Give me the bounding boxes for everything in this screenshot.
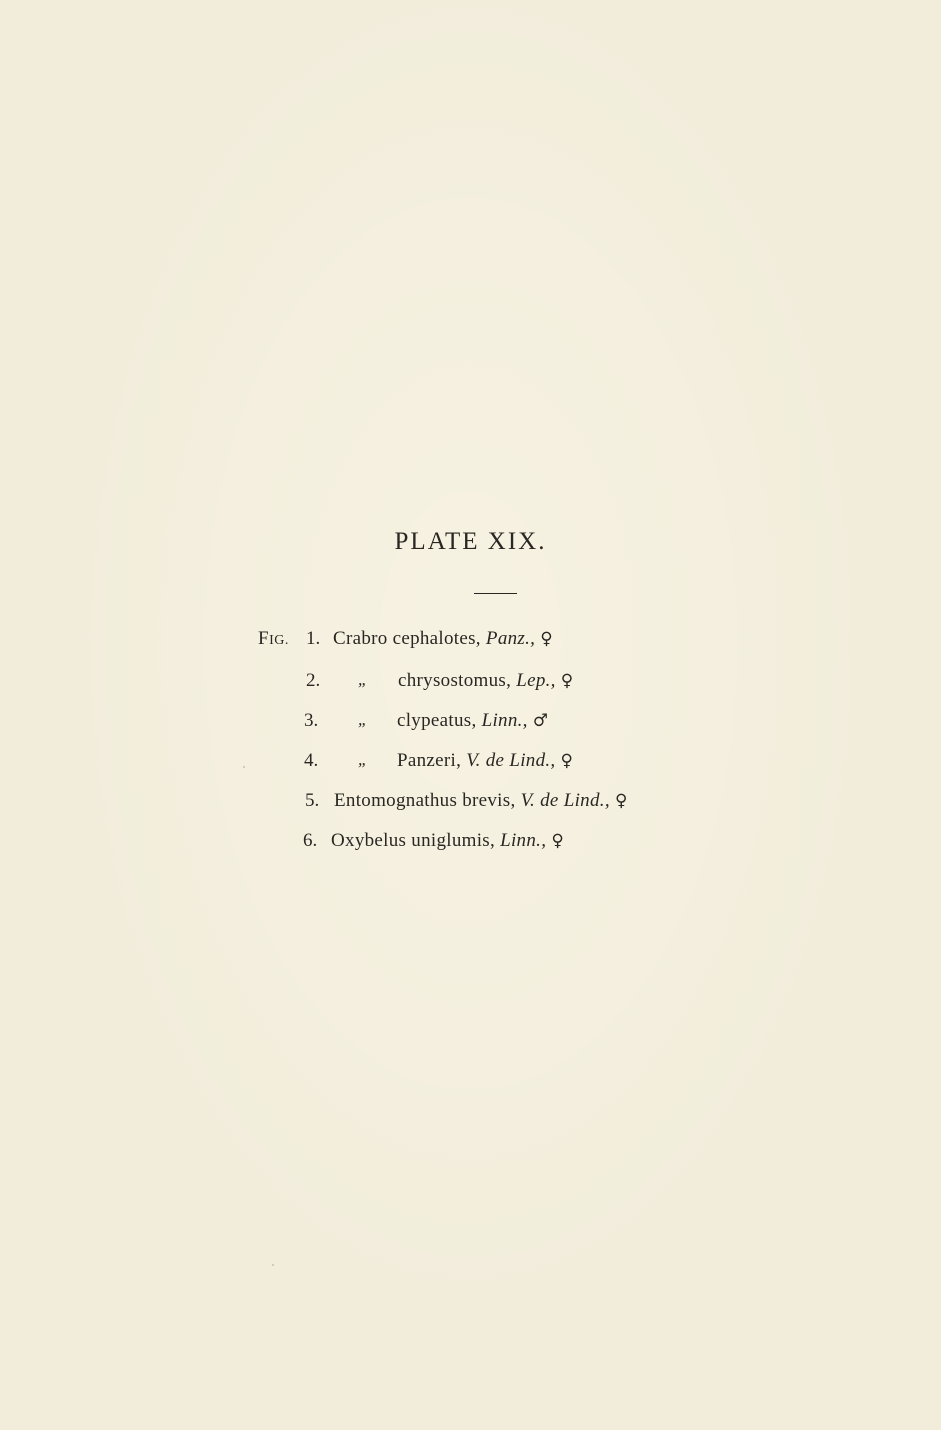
entry-4-number: 4. [304, 750, 319, 771]
entry-5-author: V. de Lind., [520, 790, 610, 811]
entry-6-number: 6. [303, 830, 318, 851]
plate-title: PLATE XIX. [394, 528, 547, 555]
entry-1-name: Crabro cephalotes, [333, 628, 481, 649]
entry-3-name: clypeatus, [397, 710, 477, 731]
entry-4-name: Panzeri, [397, 750, 462, 771]
figure-label-rest: IG. [269, 633, 289, 648]
entry-3-number: 3. [304, 710, 319, 731]
entry-3-ditto-mark: „ [358, 710, 368, 729]
paper-speck [243, 766, 245, 768]
entry-5-number: 5. [305, 790, 320, 811]
entry-4-ditto-mark: „ [358, 750, 368, 769]
entry-6-name: Oxybelus uniglumis, [331, 830, 496, 851]
entry-1-sex-symbol: ♀ [540, 629, 554, 649]
entry-2-line [398, 670, 574, 692]
entry-1-number: 1. [306, 628, 321, 649]
entry-2-name: chrysostomus, [398, 670, 512, 691]
entry-6-author: Linn., [500, 830, 547, 851]
entry-2-number: 2. [306, 670, 321, 691]
entry-5-line [334, 790, 628, 812]
entry-3-author: Linn., [481, 710, 528, 731]
entry-1-line [333, 628, 553, 650]
entry-2-sex-symbol: ♀ [560, 671, 574, 691]
entry-1-author: Panz., [485, 628, 536, 649]
entry-5-name: Entomognathus brevis, [334, 790, 516, 811]
entry-4-sex-symbol: ♀ [560, 751, 574, 771]
entry-6-sex-symbol: ♀ [551, 831, 565, 851]
entry-2-author: Lep., [516, 670, 556, 691]
entry-2-ditto-mark: „ [358, 670, 368, 689]
paper-speck [272, 1264, 274, 1266]
figure-label-initial: F [258, 628, 270, 649]
entry-3-sex-symbol: ♂ [532, 711, 549, 731]
entry-5-sex-symbol: ♀ [614, 791, 628, 811]
figure-label [258, 628, 289, 650]
entry-4-author: V. de Lind., [466, 750, 556, 771]
entry-4-line [397, 750, 573, 772]
entry-6-line [331, 830, 564, 852]
entry-3-line [397, 710, 548, 732]
